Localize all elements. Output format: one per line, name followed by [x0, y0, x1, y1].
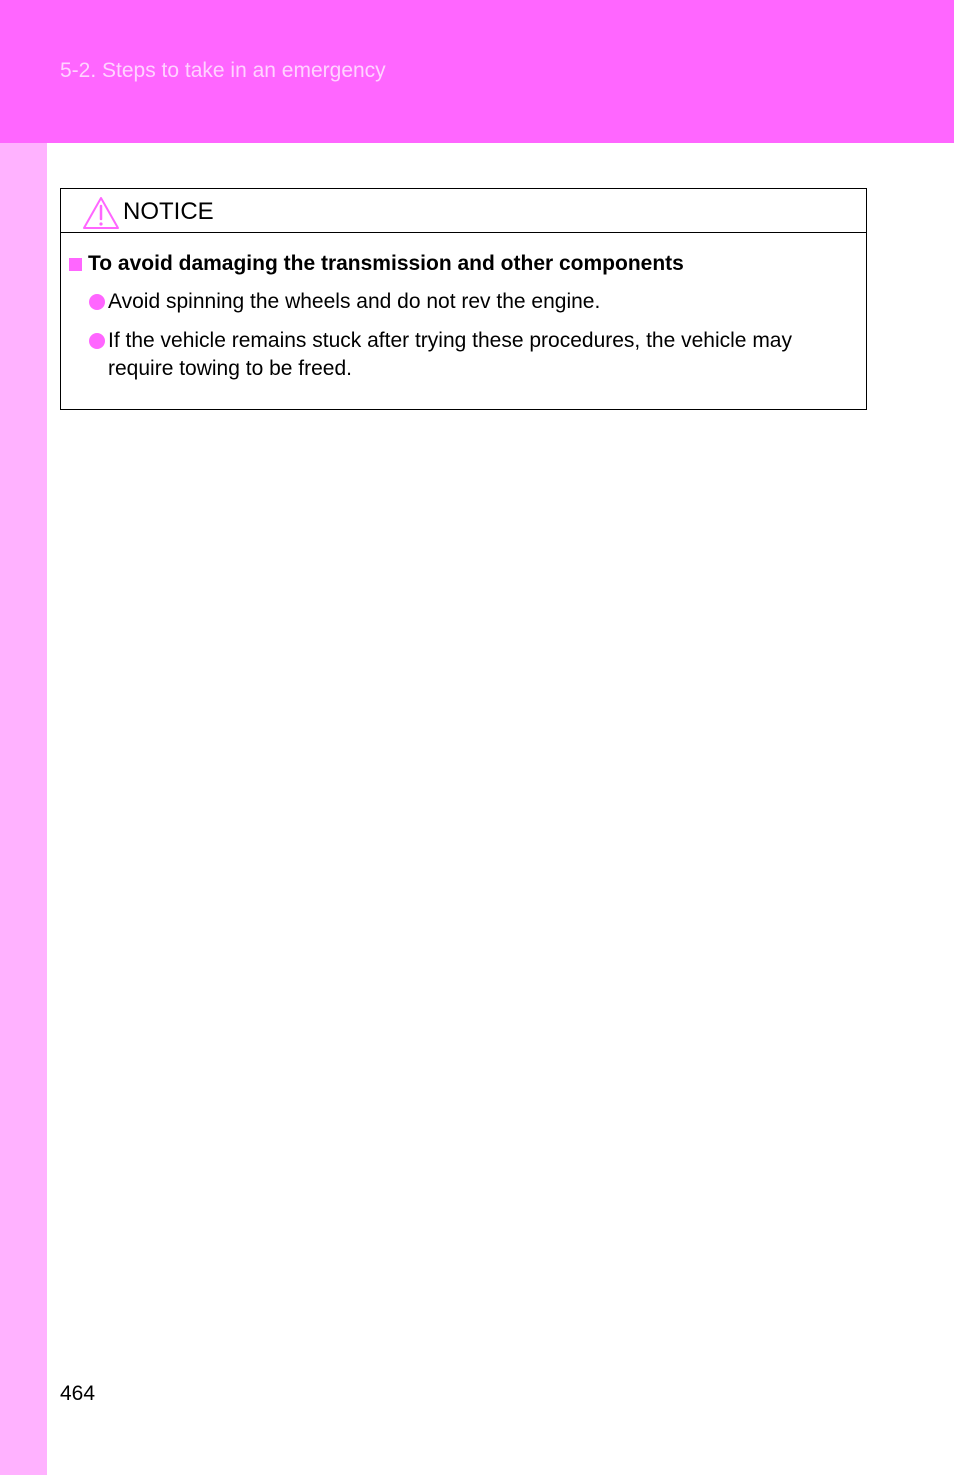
- notice-header: [61, 189, 866, 233]
- square-bullet-icon: [69, 258, 82, 271]
- page-number: 464: [60, 1382, 96, 1405]
- side-tab-band: [0, 143, 47, 1475]
- circle-bullet-icon: [89, 294, 105, 310]
- bullet-item-text-continuation: require towing to be freed.: [108, 357, 352, 380]
- notice-box: [60, 188, 867, 410]
- section-title: 5-2. Steps to take in an emergency: [60, 59, 386, 82]
- circle-bullet-icon: [89, 333, 105, 349]
- notice-title: NOTICE: [123, 198, 214, 225]
- bullet-item-text: Avoid spinning the wheels and do not rev the engine.: [108, 290, 601, 313]
- notice-body: [61, 233, 866, 409]
- bullet-item-text: If the vehicle remains stuck after trying these procedures, the vehicle may: [108, 329, 792, 352]
- warning-icon: [82, 196, 120, 230]
- notice-heading: To avoid damaging the transmission and other components: [88, 252, 684, 275]
